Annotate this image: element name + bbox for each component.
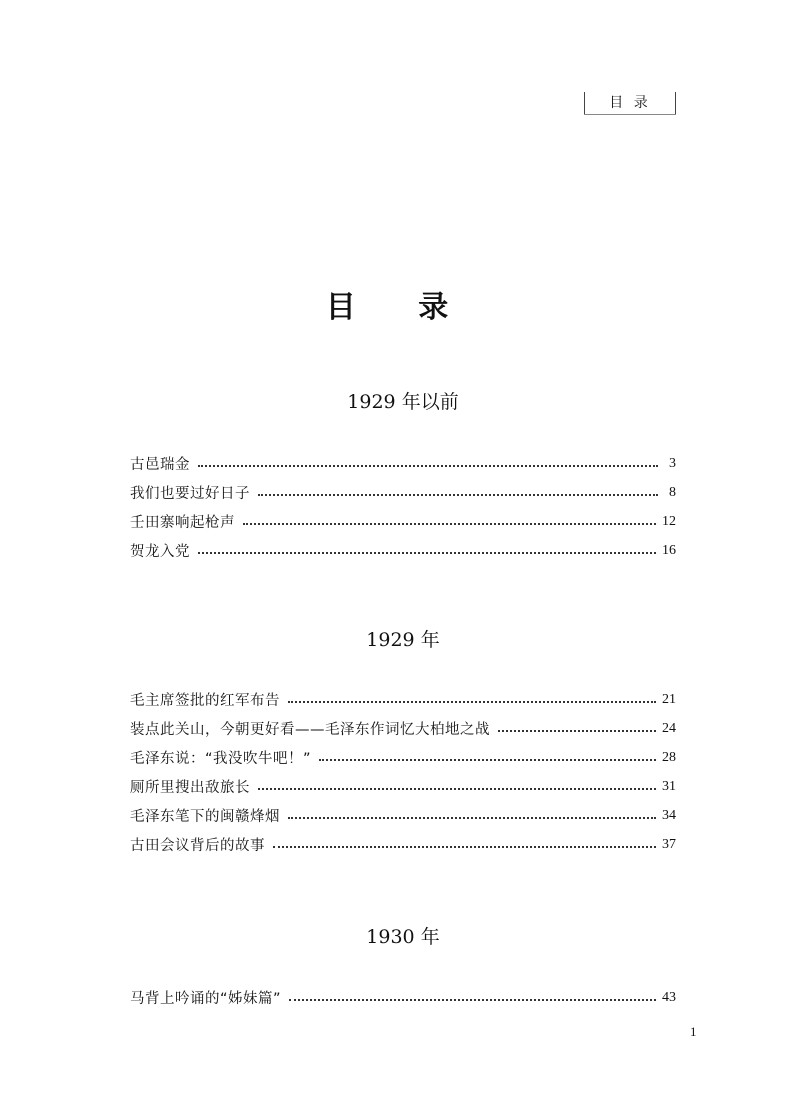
entry-title: 毛主席签批的红军布告 [130,693,280,709]
toc-list [130,449,676,565]
dot-leader [198,465,658,467]
entry-page-number: 34 [662,807,676,823]
dot-leader [258,788,656,790]
dot-leader [288,817,656,819]
toc-entry[interactable] [130,685,676,714]
entry-page-number: 24 [662,720,676,736]
entry-title: 毛泽东说：“我没吹牛吧！” [130,751,312,767]
entry-title: 壬田寨响起枪声 [130,515,235,531]
running-header-tag: 目 录 [584,92,676,114]
toc-list [130,685,676,859]
toc-entry[interactable] [130,772,676,801]
dot-leader [198,552,656,554]
entry-page-number: 12 [662,513,676,529]
toc-list [130,983,676,1012]
toc-entry[interactable] [130,830,676,859]
page-number: 1 [690,1024,697,1039]
dot-leader [289,999,656,1001]
entry-page-number: 21 [662,691,676,707]
entry-title: 马背上吟诵的“姊妹篇” [130,991,282,1007]
toc-entry[interactable] [130,449,676,478]
dot-leader [319,759,656,761]
dot-leader [258,494,658,496]
dot-leader [273,846,656,848]
entry-page-number: 3 [669,455,676,471]
toc-section-1930 [130,922,676,1012]
entry-title: 毛泽东笔下的闽赣烽烟 [130,809,280,825]
entry-title: 装点此关山，今朝更好看——毛泽东作词忆大柏地之战 [130,722,490,738]
toc-entry[interactable] [130,507,676,536]
toc-entry[interactable] [130,536,676,565]
dot-leader [498,730,656,732]
entry-page-number: 16 [662,542,676,558]
entry-title: 贺龙入党 [130,544,190,560]
entry-page-number: 28 [662,749,676,765]
dot-leader [243,523,656,525]
entry-page-number: 37 [662,836,676,852]
entry-page-number: 31 [662,778,676,794]
toc-entry[interactable] [130,714,676,743]
toc-section-before-1929 [130,387,676,565]
entry-page-number: 43 [662,989,676,1005]
section-heading: 1930 年 [366,926,440,948]
toc-entry[interactable] [130,983,676,1012]
entry-title: 古邑瑞金 [130,457,190,473]
page-title: 目 录 [325,290,475,325]
toc-section-1929 [130,625,676,859]
entry-title: 我们也要过好日子 [130,486,250,502]
entry-page-number: 8 [669,484,676,500]
section-heading: 1929 年 [366,629,440,651]
section-heading: 1929 年以前 [347,391,459,413]
toc-entry[interactable] [130,801,676,830]
toc-entry[interactable] [130,743,676,772]
entry-title: 古田会议背后的故事 [130,838,265,854]
entry-title: 厕所里搜出敌旅长 [130,780,250,796]
toc-entry[interactable] [130,478,676,507]
dot-leader [288,701,656,703]
